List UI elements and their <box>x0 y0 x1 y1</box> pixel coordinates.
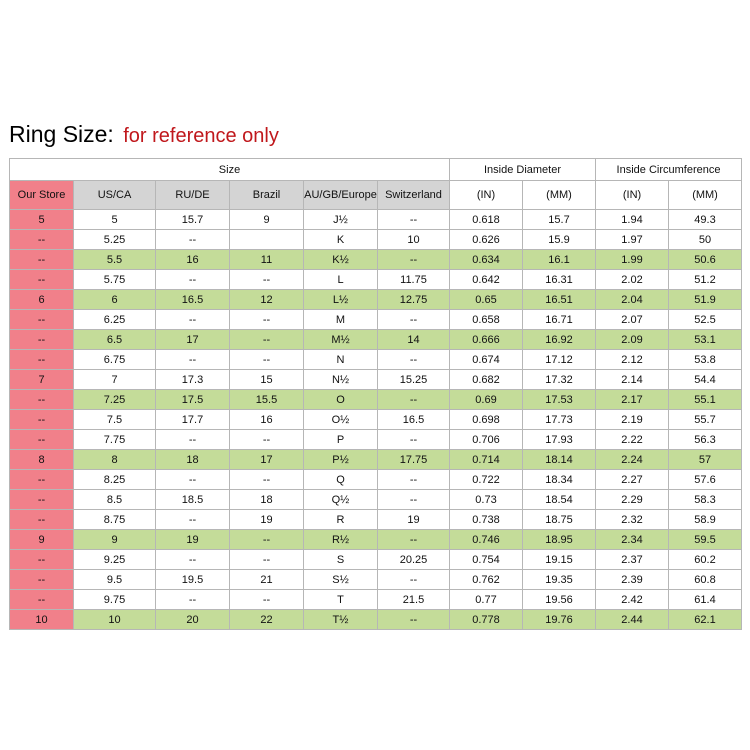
cell-circumference-in: 2.12 <box>596 350 669 370</box>
cell-diameter-mm: 17.73 <box>523 410 596 430</box>
cell-au-gb-europe: R <box>304 510 378 530</box>
col-circumference-mm: (MM) <box>669 181 742 210</box>
cell-diameter-in: 0.738 <box>450 510 523 530</box>
cell-diameter-mm: 15.7 <box>523 210 596 230</box>
cell-brazil: 11 <box>230 250 304 270</box>
cell-diameter-mm: 16.51 <box>523 290 596 310</box>
cell-circumference-in: 2.32 <box>596 510 669 530</box>
cell-au-gb-europe: M½ <box>304 330 378 350</box>
cell-ru-de: 17.3 <box>156 370 230 390</box>
cell-diameter-in: 0.626 <box>450 230 523 250</box>
cell-circumference-mm: 57 <box>669 450 742 470</box>
cell-us-ca: 8.5 <box>74 490 156 510</box>
cell-circumference-in: 2.42 <box>596 590 669 610</box>
cell-us-ca: 10 <box>74 610 156 630</box>
cell-us-ca: 9.25 <box>74 550 156 570</box>
cell-ru-de: -- <box>156 230 230 250</box>
table-row <box>10 310 742 330</box>
cell-circumference-mm: 50.6 <box>669 250 742 270</box>
cell-our-store: -- <box>10 570 74 590</box>
title-note: for reference only <box>123 125 279 147</box>
cell-circumference-in: 2.29 <box>596 490 669 510</box>
cell-brazil: -- <box>230 470 304 490</box>
cell-au-gb-europe: S <box>304 550 378 570</box>
cell-switzerland: 20.25 <box>378 550 450 570</box>
cell-ru-de: 17 <box>156 330 230 350</box>
cell-diameter-in: 0.674 <box>450 350 523 370</box>
cell-our-store: -- <box>10 250 74 270</box>
col-diameter-in: (IN) <box>450 181 523 210</box>
cell-au-gb-europe: P½ <box>304 450 378 470</box>
cell-au-gb-europe: O <box>304 390 378 410</box>
cell-diameter-mm: 16.71 <box>523 310 596 330</box>
cell-diameter-in: 0.754 <box>450 550 523 570</box>
cell-brazil: -- <box>230 590 304 610</box>
cell-our-store: -- <box>10 390 74 410</box>
cell-diameter-mm: 16.31 <box>523 270 596 290</box>
table-row <box>10 490 742 510</box>
cell-switzerland: 12.75 <box>378 290 450 310</box>
table-row <box>10 470 742 490</box>
cell-diameter-in: 0.714 <box>450 450 523 470</box>
cell-circumference-in: 1.99 <box>596 250 669 270</box>
cell-diameter-mm: 19.56 <box>523 590 596 610</box>
cell-ru-de: -- <box>156 350 230 370</box>
cell-brazil: -- <box>230 430 304 450</box>
cell-brazil: -- <box>230 310 304 330</box>
table-row <box>10 250 742 270</box>
cell-au-gb-europe: L <box>304 270 378 290</box>
cell-us-ca: 6.5 <box>74 330 156 350</box>
cell-diameter-in: 0.69 <box>450 390 523 410</box>
cell-brazil: 15.5 <box>230 390 304 410</box>
cell-switzerland: -- <box>378 250 450 270</box>
cell-our-store: -- <box>10 490 74 510</box>
cell-brazil: 21 <box>230 570 304 590</box>
cell-switzerland: -- <box>378 530 450 550</box>
cell-circumference-in: 2.37 <box>596 550 669 570</box>
cell-our-store: 10 <box>10 610 74 630</box>
cell-our-store: -- <box>10 510 74 530</box>
cell-ru-de: 19 <box>156 530 230 550</box>
table-row <box>10 210 742 230</box>
cell-our-store: 5 <box>10 210 74 230</box>
cell-circumference-in: 2.39 <box>596 570 669 590</box>
cell-au-gb-europe: J½ <box>304 210 378 230</box>
cell-circumference-in: 1.94 <box>596 210 669 230</box>
cell-au-gb-europe: Q½ <box>304 490 378 510</box>
cell-our-store: -- <box>10 470 74 490</box>
cell-diameter-mm: 17.53 <box>523 390 596 410</box>
cell-brazil: -- <box>230 550 304 570</box>
cell-diameter-in: 0.65 <box>450 290 523 310</box>
cell-diameter-mm: 18.34 <box>523 470 596 490</box>
cell-brazil: 18 <box>230 490 304 510</box>
cell-ru-de: -- <box>156 310 230 330</box>
cell-au-gb-europe: K½ <box>304 250 378 270</box>
cell-switzerland: 11.75 <box>378 270 450 290</box>
cell-ru-de: 18.5 <box>156 490 230 510</box>
cell-us-ca: 8 <box>74 450 156 470</box>
cell-au-gb-europe: S½ <box>304 570 378 590</box>
cell-circumference-mm: 54.4 <box>669 370 742 390</box>
table-row <box>10 270 742 290</box>
cell-our-store: -- <box>10 550 74 570</box>
cell-au-gb-europe: M <box>304 310 378 330</box>
cell-diameter-in: 0.706 <box>450 430 523 450</box>
cell-au-gb-europe: T½ <box>304 610 378 630</box>
table-row <box>10 610 742 630</box>
cell-diameter-mm: 17.32 <box>523 370 596 390</box>
table-row <box>10 350 742 370</box>
cell-ru-de: 18 <box>156 450 230 470</box>
cell-us-ca: 6.25 <box>74 310 156 330</box>
cell-brazil: -- <box>230 270 304 290</box>
inside-circumference-header: Inside Circumference <box>596 159 742 181</box>
group-header-row <box>10 159 742 181</box>
inside-diameter-header: Inside Diameter <box>450 159 596 181</box>
cell-ru-de: -- <box>156 510 230 530</box>
ring-size-table <box>9 158 742 630</box>
cell-switzerland: -- <box>378 570 450 590</box>
cell-au-gb-europe: L½ <box>304 290 378 310</box>
cell-circumference-mm: 62.1 <box>669 610 742 630</box>
cell-circumference-mm: 56.3 <box>669 430 742 450</box>
cell-circumference-mm: 55.1 <box>669 390 742 410</box>
cell-diameter-mm: 18.54 <box>523 490 596 510</box>
table-row <box>10 550 742 570</box>
cell-circumference-mm: 53.8 <box>669 350 742 370</box>
cell-diameter-in: 0.73 <box>450 490 523 510</box>
cell-us-ca: 7.25 <box>74 390 156 410</box>
cell-diameter-mm: 18.14 <box>523 450 596 470</box>
cell-circumference-in: 2.34 <box>596 530 669 550</box>
cell-us-ca: 5.75 <box>74 270 156 290</box>
cell-us-ca: 5.5 <box>74 250 156 270</box>
cell-switzerland: 10 <box>378 230 450 250</box>
cell-au-gb-europe: N <box>304 350 378 370</box>
cell-switzerland: -- <box>378 490 450 510</box>
cell-switzerland: -- <box>378 350 450 370</box>
col-diameter-mm: (MM) <box>523 181 596 210</box>
cell-ru-de: -- <box>156 270 230 290</box>
cell-diameter-in: 0.722 <box>450 470 523 490</box>
table-row <box>10 230 742 250</box>
cell-switzerland: 16.5 <box>378 410 450 430</box>
cell-diameter-in: 0.778 <box>450 610 523 630</box>
cell-circumference-mm: 58.3 <box>669 490 742 510</box>
cell-ru-de: -- <box>156 470 230 490</box>
cell-ru-de: 16.5 <box>156 290 230 310</box>
cell-brazil: 17 <box>230 450 304 470</box>
table-row <box>10 290 742 310</box>
cell-us-ca: 9.75 <box>74 590 156 610</box>
cell-our-store: -- <box>10 330 74 350</box>
cell-circumference-in: 2.27 <box>596 470 669 490</box>
cell-us-ca: 9 <box>74 530 156 550</box>
cell-us-ca: 5.25 <box>74 230 156 250</box>
cell-diameter-in: 0.746 <box>450 530 523 550</box>
col-us-ca: US/CA <box>74 181 156 210</box>
cell-brazil: 16 <box>230 410 304 430</box>
cell-switzerland: 14 <box>378 330 450 350</box>
cell-switzerland: 21.5 <box>378 590 450 610</box>
cell-au-gb-europe: P <box>304 430 378 450</box>
cell-brazil: 12 <box>230 290 304 310</box>
cell-ru-de: 16 <box>156 250 230 270</box>
cell-circumference-mm: 59.5 <box>669 530 742 550</box>
size-group-header: Size <box>10 159 450 181</box>
cell-our-store: -- <box>10 590 74 610</box>
cell-circumference-mm: 61.4 <box>669 590 742 610</box>
cell-au-gb-europe: Q <box>304 470 378 490</box>
cell-us-ca: 6.75 <box>74 350 156 370</box>
cell-circumference-mm: 55.7 <box>669 410 742 430</box>
page-title <box>9 121 279 148</box>
col-our-store: Our Store <box>10 181 74 210</box>
cell-switzerland: -- <box>378 470 450 490</box>
cell-circumference-in: 2.17 <box>596 390 669 410</box>
cell-au-gb-europe: N½ <box>304 370 378 390</box>
cell-diameter-mm: 18.75 <box>523 510 596 530</box>
table-row <box>10 410 742 430</box>
cell-our-store: -- <box>10 430 74 450</box>
cell-us-ca: 6 <box>74 290 156 310</box>
cell-switzerland: -- <box>378 310 450 330</box>
cell-our-store: -- <box>10 230 74 250</box>
cell-diameter-mm: 19.76 <box>523 610 596 630</box>
table-row <box>10 570 742 590</box>
cell-circumference-in: 2.44 <box>596 610 669 630</box>
cell-circumference-mm: 52.5 <box>669 310 742 330</box>
cell-brazil <box>230 230 304 250</box>
cell-ru-de: 15.7 <box>156 210 230 230</box>
cell-our-store: -- <box>10 350 74 370</box>
table-body <box>10 210 742 630</box>
cell-diameter-in: 0.618 <box>450 210 523 230</box>
cell-ru-de: 19.5 <box>156 570 230 590</box>
cell-circumference-mm: 60.2 <box>669 550 742 570</box>
cell-brazil: 9 <box>230 210 304 230</box>
cell-brazil: 15 <box>230 370 304 390</box>
cell-diameter-mm: 16.1 <box>523 250 596 270</box>
cell-diameter-in: 0.634 <box>450 250 523 270</box>
cell-switzerland: -- <box>378 430 450 450</box>
cell-switzerland: 19 <box>378 510 450 530</box>
cell-diameter-mm: 19.15 <box>523 550 596 570</box>
cell-us-ca: 7.5 <box>74 410 156 430</box>
cell-our-store: -- <box>10 410 74 430</box>
title-main: Ring Size: <box>9 121 114 147</box>
cell-diameter-in: 0.658 <box>450 310 523 330</box>
cell-circumference-mm: 57.6 <box>669 470 742 490</box>
cell-brazil: -- <box>230 530 304 550</box>
cell-ru-de: 20 <box>156 610 230 630</box>
cell-diameter-mm: 19.35 <box>523 570 596 590</box>
cell-circumference-in: 2.02 <box>596 270 669 290</box>
cell-diameter-mm: 18.95 <box>523 530 596 550</box>
cell-diameter-mm: 17.93 <box>523 430 596 450</box>
cell-diameter-in: 0.682 <box>450 370 523 390</box>
table-row <box>10 330 742 350</box>
table-row <box>10 450 742 470</box>
cell-circumference-mm: 50 <box>669 230 742 250</box>
cell-us-ca: 9.5 <box>74 570 156 590</box>
col-circumference-in: (IN) <box>596 181 669 210</box>
cell-ru-de: -- <box>156 550 230 570</box>
cell-diameter-in: 0.666 <box>450 330 523 350</box>
cell-ru-de: 17.5 <box>156 390 230 410</box>
cell-circumference-mm: 51.9 <box>669 290 742 310</box>
cell-brazil: 19 <box>230 510 304 530</box>
cell-us-ca: 8.25 <box>74 470 156 490</box>
cell-circumference-in: 2.24 <box>596 450 669 470</box>
cell-circumference-mm: 60.8 <box>669 570 742 590</box>
table-row <box>10 430 742 450</box>
cell-circumference-in: 2.22 <box>596 430 669 450</box>
cell-diameter-in: 0.642 <box>450 270 523 290</box>
cell-switzerland: 15.25 <box>378 370 450 390</box>
table-row <box>10 370 742 390</box>
cell-au-gb-europe: K <box>304 230 378 250</box>
cell-our-store: 7 <box>10 370 74 390</box>
col-au-gb-europe: AU/GB/Europe <box>304 181 378 210</box>
cell-our-store: -- <box>10 270 74 290</box>
cell-circumference-in: 1.97 <box>596 230 669 250</box>
table-row <box>10 390 742 410</box>
cell-us-ca: 5 <box>74 210 156 230</box>
cell-au-gb-europe: R½ <box>304 530 378 550</box>
cell-diameter-in: 0.698 <box>450 410 523 430</box>
cell-switzerland: -- <box>378 390 450 410</box>
cell-switzerland: 17.75 <box>378 450 450 470</box>
cell-au-gb-europe: O½ <box>304 410 378 430</box>
col-ru-de: RU/DE <box>156 181 230 210</box>
cell-circumference-in: 2.19 <box>596 410 669 430</box>
cell-our-store: 6 <box>10 290 74 310</box>
cell-us-ca: 7 <box>74 370 156 390</box>
cell-au-gb-europe: T <box>304 590 378 610</box>
cell-diameter-mm: 16.92 <box>523 330 596 350</box>
cell-ru-de: -- <box>156 590 230 610</box>
cell-diameter-mm: 17.12 <box>523 350 596 370</box>
cell-brazil: -- <box>230 330 304 350</box>
cell-brazil: 22 <box>230 610 304 630</box>
cell-circumference-mm: 49.3 <box>669 210 742 230</box>
cell-diameter-in: 0.762 <box>450 570 523 590</box>
cell-circumference-mm: 51.2 <box>669 270 742 290</box>
cell-us-ca: 8.75 <box>74 510 156 530</box>
col-brazil: Brazil <box>230 181 304 210</box>
cell-us-ca: 7.75 <box>74 430 156 450</box>
cell-switzerland: -- <box>378 210 450 230</box>
cell-switzerland: -- <box>378 610 450 630</box>
cell-our-store: -- <box>10 310 74 330</box>
cell-circumference-mm: 53.1 <box>669 330 742 350</box>
cell-our-store: 8 <box>10 450 74 470</box>
cell-diameter-mm: 15.9 <box>523 230 596 250</box>
cell-circumference-in: 2.14 <box>596 370 669 390</box>
cell-ru-de: 17.7 <box>156 410 230 430</box>
column-header-row <box>10 181 742 210</box>
cell-ru-de: -- <box>156 430 230 450</box>
table-row <box>10 510 742 530</box>
cell-brazil: -- <box>230 350 304 370</box>
cell-circumference-in: 2.09 <box>596 330 669 350</box>
cell-circumference-mm: 58.9 <box>669 510 742 530</box>
col-switzerland: Switzerland <box>378 181 450 210</box>
table-row <box>10 530 742 550</box>
cell-diameter-in: 0.77 <box>450 590 523 610</box>
table-row <box>10 590 742 610</box>
cell-circumference-in: 2.04 <box>596 290 669 310</box>
cell-circumference-in: 2.07 <box>596 310 669 330</box>
cell-our-store: 9 <box>10 530 74 550</box>
